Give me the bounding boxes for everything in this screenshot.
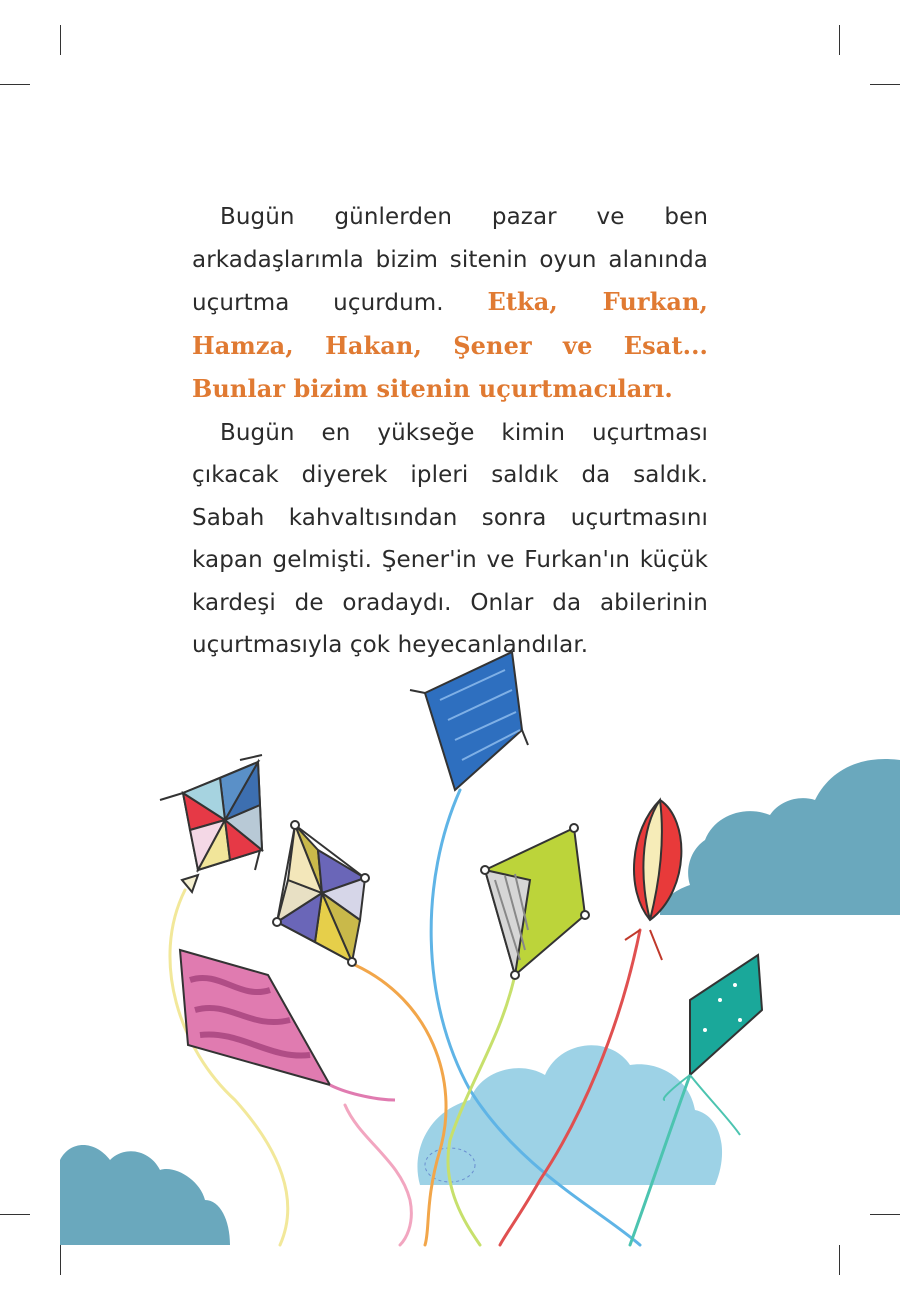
kite-multicolor [160, 755, 262, 892]
kite-string [345, 1105, 411, 1245]
kite-pastel [273, 821, 369, 966]
kite-lime [481, 824, 589, 979]
crop-mark [60, 25, 61, 55]
kite-blue [410, 652, 528, 790]
kite-flyers-highlight: Etka, Furkan, Hamza, Hakan, Şener ve Esat... Bunlar bizim sitenin uçurtmacıları. [192, 287, 708, 403]
cloud-left [60, 1145, 230, 1245]
cloud-right [660, 759, 900, 915]
story-text [192, 196, 708, 667]
kites-illustration [0, 640, 900, 1260]
paragraph-1 [192, 196, 708, 412]
kite-string [355, 965, 446, 1245]
paragraph-2: Bugün en yükseğe kimin uçurtması çıkacak diyerek ipleri saldık da saldık. Sabah kahvaltısından sonra uçurtmasını kapan gelmişti. Şener'in ve Furkan'ın küçük kardeşi de oradaydı. Onlar da abilerinin uçurtmasıyla çok heyecanlandılar. [192, 419, 708, 658]
paragraph-1-lead: Bugün günlerden pazar ve ben arkadaşlarımla bizim sitenin oyun alanında uçurtma uçurdum. [192, 204, 708, 316]
kite-red-oval [625, 800, 681, 960]
crop-mark [0, 84, 30, 85]
crop-mark [839, 25, 840, 55]
crop-mark [870, 84, 900, 85]
